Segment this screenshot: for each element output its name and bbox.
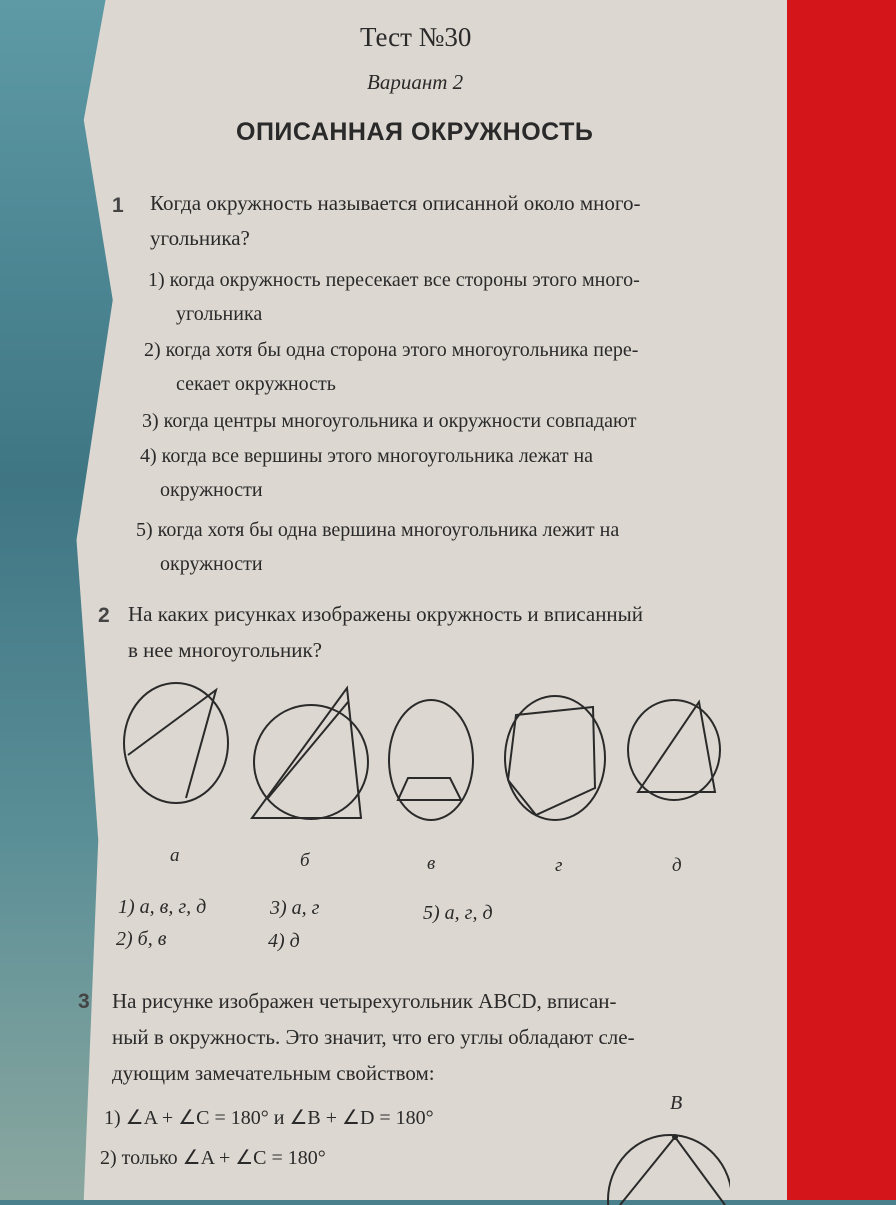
q3-text-line1: На рисунке изображен четырехугольник ABCD, вписан-: [112, 989, 617, 1013]
q3-text-line3: дующим замечательным свойством:: [112, 1061, 435, 1085]
q2-text-line1: На каких рисунках изображены окружность и вписанный: [128, 602, 644, 626]
q1-option-5-cont: окружности: [160, 553, 263, 575]
q3-figure: [600, 1115, 730, 1205]
figure-label-g: г: [555, 855, 563, 876]
figure-label-b: б: [300, 850, 310, 871]
q2-answer-3: 3) а, г: [270, 897, 320, 919]
q2-figures: [118, 680, 728, 830]
topic-heading: ОПИСАННАЯ ОКРУЖНОСТЬ: [236, 118, 594, 146]
figure-label-v: в: [427, 853, 436, 874]
q1-text-line2: угольника?: [150, 226, 250, 250]
q1-option-1: 1) когда окружность пересекает все стороны этого много-: [148, 269, 640, 291]
q1-text-line1: Когда окружность называется описанной около много-: [150, 191, 641, 215]
q1-option-2-cont: секает окружность: [176, 373, 336, 395]
q1-option-2: 2) когда хотя бы одна сторона этого многоугольника пере-: [144, 339, 639, 361]
figure-d: [628, 700, 720, 800]
figure-a: [124, 683, 228, 803]
variant-label: Вариант 2: [367, 70, 464, 94]
figure-g: [505, 696, 605, 820]
q3-option-2: 2) только ∠A + ∠C = 180°: [100, 1147, 326, 1169]
figure-b: [252, 688, 368, 819]
figure-label-d: д: [672, 855, 682, 876]
q1-option-5: 5) когда хотя бы одна вершина многоугольника лежит на: [136, 519, 620, 541]
q1-option-4-cont: окружности: [160, 479, 263, 501]
q2-answer-2: 2) б, в: [116, 928, 167, 950]
q3-vertex-label-b: B: [670, 1092, 683, 1114]
q3-option-1: 1) ∠A + ∠C = 180° и ∠B + ∠D = 180°: [104, 1107, 434, 1129]
q1-option-3: 3) когда центры многоугольника и окружности совпадают: [142, 410, 637, 432]
q2-answer-5: 5) а, г, д: [423, 902, 493, 924]
q1-number: 1: [112, 194, 124, 217]
q2-number: 2: [98, 604, 110, 627]
q3-number: 3: [78, 990, 90, 1013]
figure-label-a: а: [170, 845, 180, 866]
q1-option-1-cont: угольника: [176, 303, 263, 325]
q1-option-4: 4) когда все вершины этого многоугольника лежат на: [140, 445, 594, 467]
q2-answer-1: 1) а, в, г, д: [118, 896, 207, 918]
figure-v: [389, 700, 473, 820]
q2-text-line2: в нее многоугольник?: [128, 638, 322, 662]
q3-text-line2: ный в окружность. Это значит, что его углы обладают сле-: [112, 1025, 635, 1049]
test-title: Тест №30: [360, 22, 472, 52]
q2-answer-4: 4) д: [268, 930, 300, 952]
